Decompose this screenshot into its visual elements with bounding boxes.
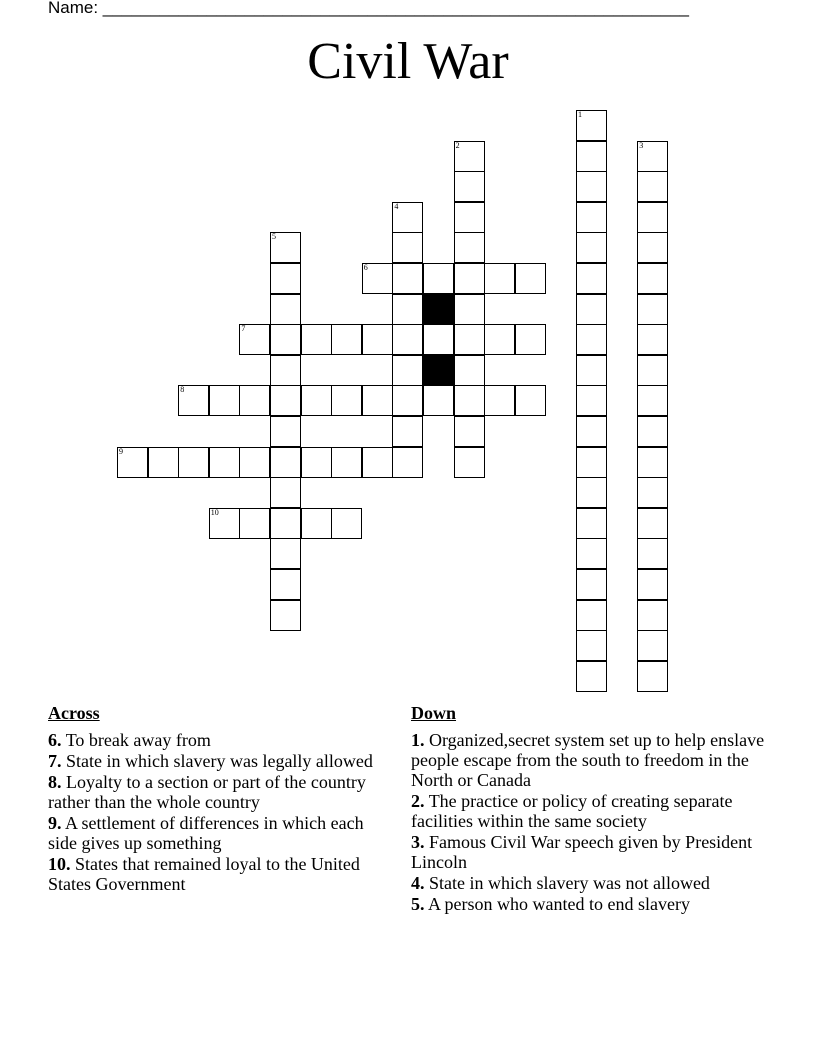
- grid-cell[interactable]: [484, 263, 515, 294]
- clue-down-2: [411, 791, 781, 831]
- grid-cell[interactable]: [637, 355, 668, 386]
- grid-cell[interactable]: [270, 447, 301, 478]
- grid-cell[interactable]: [637, 508, 668, 539]
- grid-cell[interactable]: [576, 538, 607, 569]
- grid-cell[interactable]: [270, 324, 301, 355]
- grid-cell[interactable]: [270, 569, 301, 600]
- clue-number-label: 5: [272, 232, 276, 242]
- grid-cell[interactable]: [637, 477, 668, 508]
- grid-cell[interactable]: [178, 385, 209, 416]
- grid-cell[interactable]: [454, 324, 485, 355]
- grid-cell[interactable]: [117, 447, 148, 478]
- grid-cell[interactable]: [454, 447, 485, 478]
- grid-cell[interactable]: [576, 324, 607, 355]
- grid-cell[interactable]: [362, 447, 393, 478]
- page-title: Civil War: [307, 33, 509, 90]
- clue-number-label: 4: [394, 201, 399, 211]
- grid-cell[interactable]: [331, 385, 362, 416]
- grid-cell[interactable]: [637, 263, 668, 294]
- clue-across-8: [48, 772, 388, 812]
- grid-cell[interactable]: [392, 355, 423, 386]
- grid-cell[interactable]: [454, 171, 485, 202]
- grid-cell[interactable]: [270, 385, 301, 416]
- grid-cell[interactable]: [515, 324, 546, 355]
- clue-text: A person who wanted to end slavery: [428, 894, 690, 914]
- across-heading: Across: [48, 703, 100, 723]
- grid-cell[interactable]: [392, 385, 423, 416]
- grid-cell[interactable]: [484, 385, 515, 416]
- grid-cell[interactable]: [576, 416, 607, 447]
- grid-cell[interactable]: [454, 141, 485, 172]
- grid-cell[interactable]: [515, 263, 546, 294]
- clue-across-7: [48, 751, 388, 771]
- grid-cell[interactable]: [637, 447, 668, 478]
- name-field-label: Name: ______________________________________________________________: [48, 0, 689, 17]
- grid-cell[interactable]: [392, 232, 423, 263]
- grid-cell[interactable]: [239, 385, 270, 416]
- grid-cell[interactable]: [392, 294, 423, 325]
- grid-cell[interactable]: [209, 385, 240, 416]
- grid-cell[interactable]: [454, 385, 485, 416]
- grid-cell[interactable]: [576, 263, 607, 294]
- clue-number-label: 8: [180, 385, 185, 395]
- grid-cell[interactable]: [239, 324, 270, 355]
- grid-cell[interactable]: [392, 447, 423, 478]
- clue-number: 8.: [48, 772, 62, 792]
- grid-cell[interactable]: [209, 508, 240, 539]
- black-cell: [423, 294, 454, 325]
- grid-cell[interactable]: [270, 232, 301, 263]
- grid-cell[interactable]: [178, 447, 209, 478]
- grid-cell[interactable]: [576, 600, 607, 631]
- clue-number: 1.: [411, 730, 425, 750]
- grid-cell[interactable]: [637, 661, 668, 692]
- grid-cell[interactable]: [270, 263, 301, 294]
- clue-number-label: 10: [210, 507, 219, 517]
- grid-cell[interactable]: [637, 232, 668, 263]
- grid-cell[interactable]: [576, 477, 607, 508]
- grid-cell[interactable]: [270, 294, 301, 325]
- clue-text: Famous Civil War speech given by President Lincoln: [411, 832, 753, 872]
- down-clues: [411, 702, 781, 915]
- clue-number: 4.: [411, 873, 425, 893]
- clue-text: A settlement of differences in which each side gives up something: [48, 813, 364, 853]
- grid-cell[interactable]: [576, 232, 607, 263]
- grid-cell[interactable]: [576, 141, 607, 172]
- clue-number-label: 6: [363, 263, 368, 272]
- grid-cell[interactable]: [270, 477, 301, 508]
- grid-cell[interactable]: [239, 447, 270, 478]
- grid-cell[interactable]: [454, 355, 485, 386]
- grid-cell[interactable]: [637, 141, 668, 172]
- clue-down-5: [411, 894, 781, 914]
- grid-cell[interactable]: [331, 508, 362, 539]
- grid-cell[interactable]: [423, 385, 454, 416]
- clue-number-label: 7: [241, 324, 246, 334]
- clue-across-9: [48, 813, 388, 853]
- grid-cell[interactable]: [637, 600, 668, 631]
- clue-number-label: 1: [578, 110, 582, 119]
- grid-cell[interactable]: [270, 355, 301, 386]
- clue-text: Loyalty to a section or part of the country rather than the whole country: [48, 772, 366, 812]
- grid-cell[interactable]: [576, 508, 607, 539]
- grid-cell[interactable]: [576, 110, 607, 141]
- grid-cell[interactable]: [515, 385, 546, 416]
- grid-cell[interactable]: [148, 447, 179, 478]
- clue-number: 9.: [48, 813, 62, 833]
- clue-number: 2.: [411, 791, 425, 811]
- grid-cell[interactable]: [392, 324, 423, 355]
- grid-cell[interactable]: [576, 447, 607, 478]
- grid-cell[interactable]: [576, 661, 607, 692]
- grid-cell[interactable]: [454, 202, 485, 233]
- grid-cell[interactable]: [637, 538, 668, 569]
- grid-cell[interactable]: [454, 232, 485, 263]
- down-heading: Down: [411, 703, 457, 723]
- grid-cell[interactable]: [362, 263, 393, 294]
- grid-cell[interactable]: [637, 416, 668, 447]
- grid-cell[interactable]: [362, 385, 393, 416]
- clue-number: 6.: [48, 730, 62, 750]
- grid-cell[interactable]: [454, 294, 485, 325]
- grid-cell[interactable]: [301, 447, 332, 478]
- clue-text: The practice or policy of creating separate facilities within the same society: [411, 791, 733, 831]
- grid-cell[interactable]: [576, 202, 607, 233]
- clue-text: To break away from: [65, 730, 211, 750]
- grid-cell[interactable]: [576, 294, 607, 325]
- grid-cell[interactable]: [576, 569, 607, 600]
- clue-number-label: 9: [119, 446, 123, 456]
- clue-text: States that remained loyal to the United States Government: [48, 854, 360, 894]
- grid-cell[interactable]: [301, 324, 332, 355]
- grid-cell[interactable]: [454, 263, 485, 294]
- grid-cell[interactable]: [270, 508, 301, 539]
- grid-cell[interactable]: [484, 324, 515, 355]
- grid-cell[interactable]: [637, 569, 668, 600]
- grid-cell[interactable]: [209, 447, 240, 478]
- grid-cell[interactable]: [270, 416, 301, 447]
- grid-cell[interactable]: [576, 171, 607, 202]
- grid-cell[interactable]: [637, 202, 668, 233]
- clue-text: State in which slavery was not allowed: [429, 873, 710, 893]
- grid-cell[interactable]: [637, 385, 668, 416]
- clue-down-1: [411, 730, 781, 790]
- clue-number: 5.: [411, 894, 425, 914]
- across-clues: [48, 702, 388, 895]
- grid-cell[interactable]: [576, 385, 607, 416]
- clue-number: 7.: [48, 751, 62, 771]
- grid-cell[interactable]: [637, 294, 668, 325]
- grid-cell[interactable]: [362, 324, 393, 355]
- clue-text: Organized,secret system set up to help enslave people escape from the south to freedom in the North or Canada: [411, 730, 765, 790]
- grid-cell[interactable]: [392, 263, 423, 294]
- grid-cell[interactable]: [331, 447, 362, 478]
- clue-number-label: 2: [455, 140, 460, 150]
- grid-cell[interactable]: [270, 538, 301, 569]
- grid-cell[interactable]: [392, 416, 423, 447]
- clue-number-label: 3: [639, 140, 644, 150]
- grid-cell[interactable]: [301, 385, 332, 416]
- grid-cell[interactable]: [270, 600, 301, 631]
- grid-cell[interactable]: [301, 508, 332, 539]
- grid-cell[interactable]: [576, 355, 607, 386]
- grid-cell[interactable]: [576, 630, 607, 661]
- grid-cell[interactable]: [331, 324, 362, 355]
- grid-cell[interactable]: [239, 508, 270, 539]
- grid-cell[interactable]: [423, 324, 454, 355]
- grid-cell[interactable]: [637, 324, 668, 355]
- grid-cell[interactable]: [637, 171, 668, 202]
- grid-cell[interactable]: [637, 630, 668, 661]
- clue-number: 3.: [411, 832, 425, 852]
- clue-across-6: [48, 730, 388, 750]
- clue-across-10: [48, 854, 388, 894]
- clue-down-4: [411, 873, 781, 893]
- grid-cell[interactable]: [423, 263, 454, 294]
- grid-cell[interactable]: [454, 416, 485, 447]
- black-cell: [423, 355, 454, 386]
- clue-text: State in which slavery was legally allowed: [66, 751, 373, 771]
- grid-cell[interactable]: [392, 202, 423, 233]
- clue-down-3: [411, 832, 781, 872]
- clue-number: 10.: [48, 854, 71, 874]
